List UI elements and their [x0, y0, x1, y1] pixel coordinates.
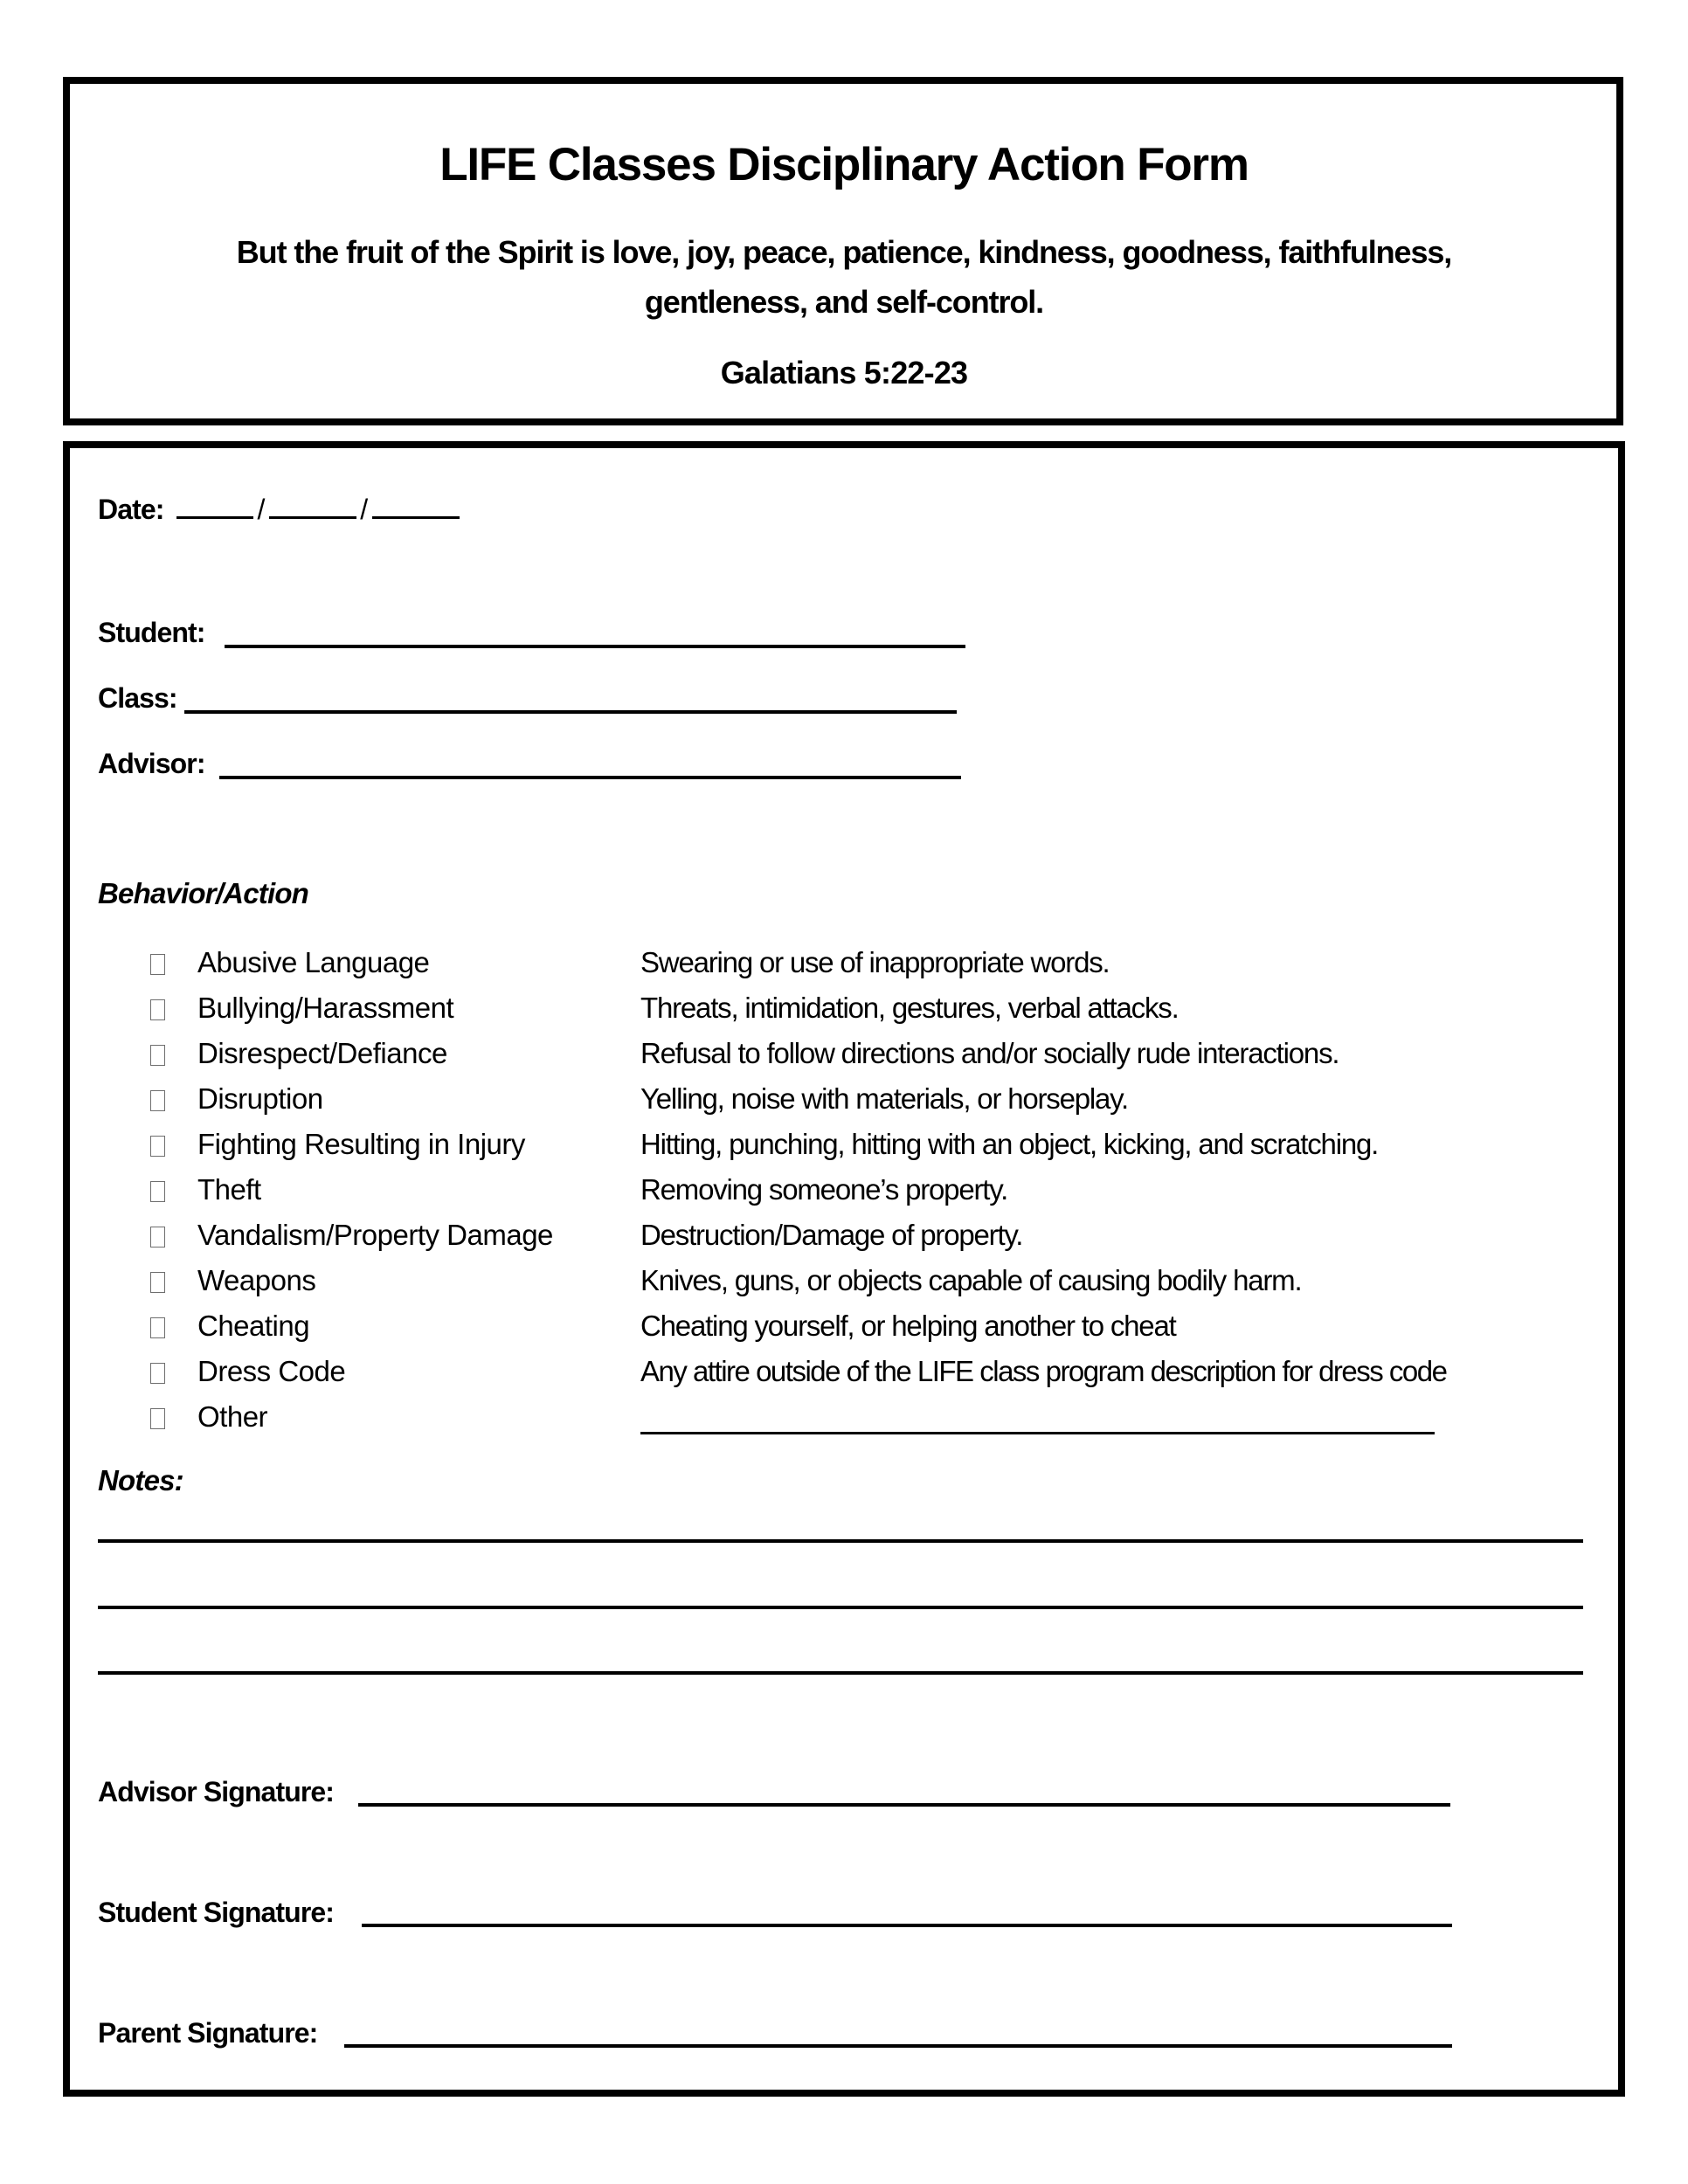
- checkbox-fighting-injury[interactable]: [150, 1136, 165, 1157]
- checkbox-weapons[interactable]: [150, 1272, 165, 1293]
- parent-signature-label: Parent Signature:: [98, 2017, 318, 2049]
- other-description-field[interactable]: [640, 1432, 1435, 1434]
- behavior-description: Hitting, punching, hitting with an object, kicking, and scratching.: [640, 1128, 1379, 1160]
- student-field[interactable]: [225, 645, 965, 648]
- behavior-row-fighting: [0, 1128, 1688, 1173]
- behavior-description: Cheating yourself, or helping another to cheat: [640, 1310, 1176, 1342]
- behavior-description: Refusal to follow directions and/or socially rude interactions.: [640, 1037, 1339, 1069]
- behavior-label: Abusive Language: [197, 946, 430, 978]
- advisor-label: Advisor:: [98, 748, 205, 779]
- date-year-field[interactable]: [372, 515, 460, 519]
- behavior-row-weapons: [0, 1264, 1688, 1310]
- behavior-description: Destruction/Damage of property.: [640, 1219, 1023, 1251]
- notes-line-3[interactable]: [98, 1671, 1583, 1675]
- notes-line-1[interactable]: [98, 1539, 1583, 1543]
- behavior-row-cheating: [0, 1310, 1688, 1355]
- checkbox-dress-code[interactable]: [150, 1363, 165, 1384]
- behavior-description: Yelling, noise with materials, or horseplay.: [640, 1082, 1129, 1115]
- verse-line-2: gentleness, and self-control.: [644, 284, 1044, 320]
- student-signature-field[interactable]: [362, 1924, 1452, 1927]
- date-month-field[interactable]: [176, 515, 253, 519]
- behavior-row-dress-code: [0, 1355, 1688, 1400]
- behavior-description: Threats, intimidation, gestures, verbal attacks.: [640, 992, 1179, 1024]
- behavior-row-vandalism: [0, 1219, 1688, 1264]
- class-field[interactable]: [184, 710, 957, 714]
- verse-line-1: But the fruit of the Spirit is love, joy, peace, patience, kindness, goodness, faithfulness,: [236, 234, 1452, 270]
- behavior-row-theft: [0, 1173, 1688, 1219]
- checkbox-disruption[interactable]: [150, 1090, 165, 1111]
- notes-line-2[interactable]: [98, 1606, 1583, 1609]
- form-title: LIFE Classes Disciplinary Action Form: [439, 139, 1249, 190]
- behavior-row-disruption: [0, 1082, 1688, 1128]
- checkbox-abusive-language[interactable]: [150, 954, 165, 975]
- date-label: Date:: [98, 494, 164, 525]
- date-separator-1: /: [257, 494, 266, 525]
- parent-signature-field[interactable]: [344, 2044, 1452, 2048]
- behavior-row-disrespect: [0, 1037, 1688, 1082]
- date-separator-2: /: [360, 494, 369, 525]
- behavior-label: Disrespect/Defiance: [197, 1037, 447, 1069]
- behavior-label: Dress Code: [197, 1355, 346, 1387]
- behavior-label: Weapons: [197, 1264, 316, 1296]
- checkbox-vandalism[interactable]: [150, 1227, 165, 1248]
- checkbox-other[interactable]: [150, 1408, 165, 1429]
- date-day-field[interactable]: [269, 515, 356, 519]
- behavior-description: Knives, guns, or objects capable of causing bodily harm.: [640, 1264, 1302, 1296]
- behavior-row-other: [0, 1400, 1688, 1446]
- notes-label: Notes:: [98, 1464, 183, 1496]
- behavior-description: Removing someone’s property.: [640, 1173, 1008, 1206]
- behavior-row-bullying: [0, 992, 1688, 1037]
- behavior-label: Vandalism/Property Damage: [197, 1219, 553, 1251]
- behavior-label: Bullying/Harassment: [197, 992, 454, 1024]
- checkbox-theft[interactable]: [150, 1181, 165, 1202]
- behavior-description: Any attire outside of the LIFE class program description for dress code: [640, 1355, 1447, 1387]
- student-label: Student:: [98, 617, 205, 648]
- checkbox-cheating[interactable]: [150, 1317, 165, 1338]
- behavior-label: Cheating: [197, 1310, 310, 1342]
- advisor-signature-label: Advisor Signature:: [98, 1776, 335, 1807]
- student-signature-label: Student Signature:: [98, 1897, 335, 1928]
- behavior-label: Theft: [197, 1173, 261, 1206]
- behavior-label: Other: [197, 1400, 268, 1433]
- checkbox-bullying-harassment[interactable]: [150, 999, 165, 1020]
- behavior-label: Fighting Resulting in Injury: [197, 1128, 525, 1160]
- date-row: [98, 494, 460, 526]
- verse-reference: Galatians 5:22-23: [720, 355, 968, 390]
- advisor-signature-field[interactable]: [358, 1803, 1450, 1807]
- behavior-row-abusive-language: [0, 946, 1688, 992]
- checkbox-disrespect-defiance[interactable]: [150, 1045, 165, 1066]
- class-label: Class:: [98, 682, 177, 714]
- behavior-section-title: Behavior/Action: [98, 877, 309, 909]
- behavior-description: Swearing or use of inappropriate words.: [640, 946, 1110, 978]
- advisor-field[interactable]: [219, 776, 961, 779]
- behavior-label: Disruption: [197, 1082, 323, 1115]
